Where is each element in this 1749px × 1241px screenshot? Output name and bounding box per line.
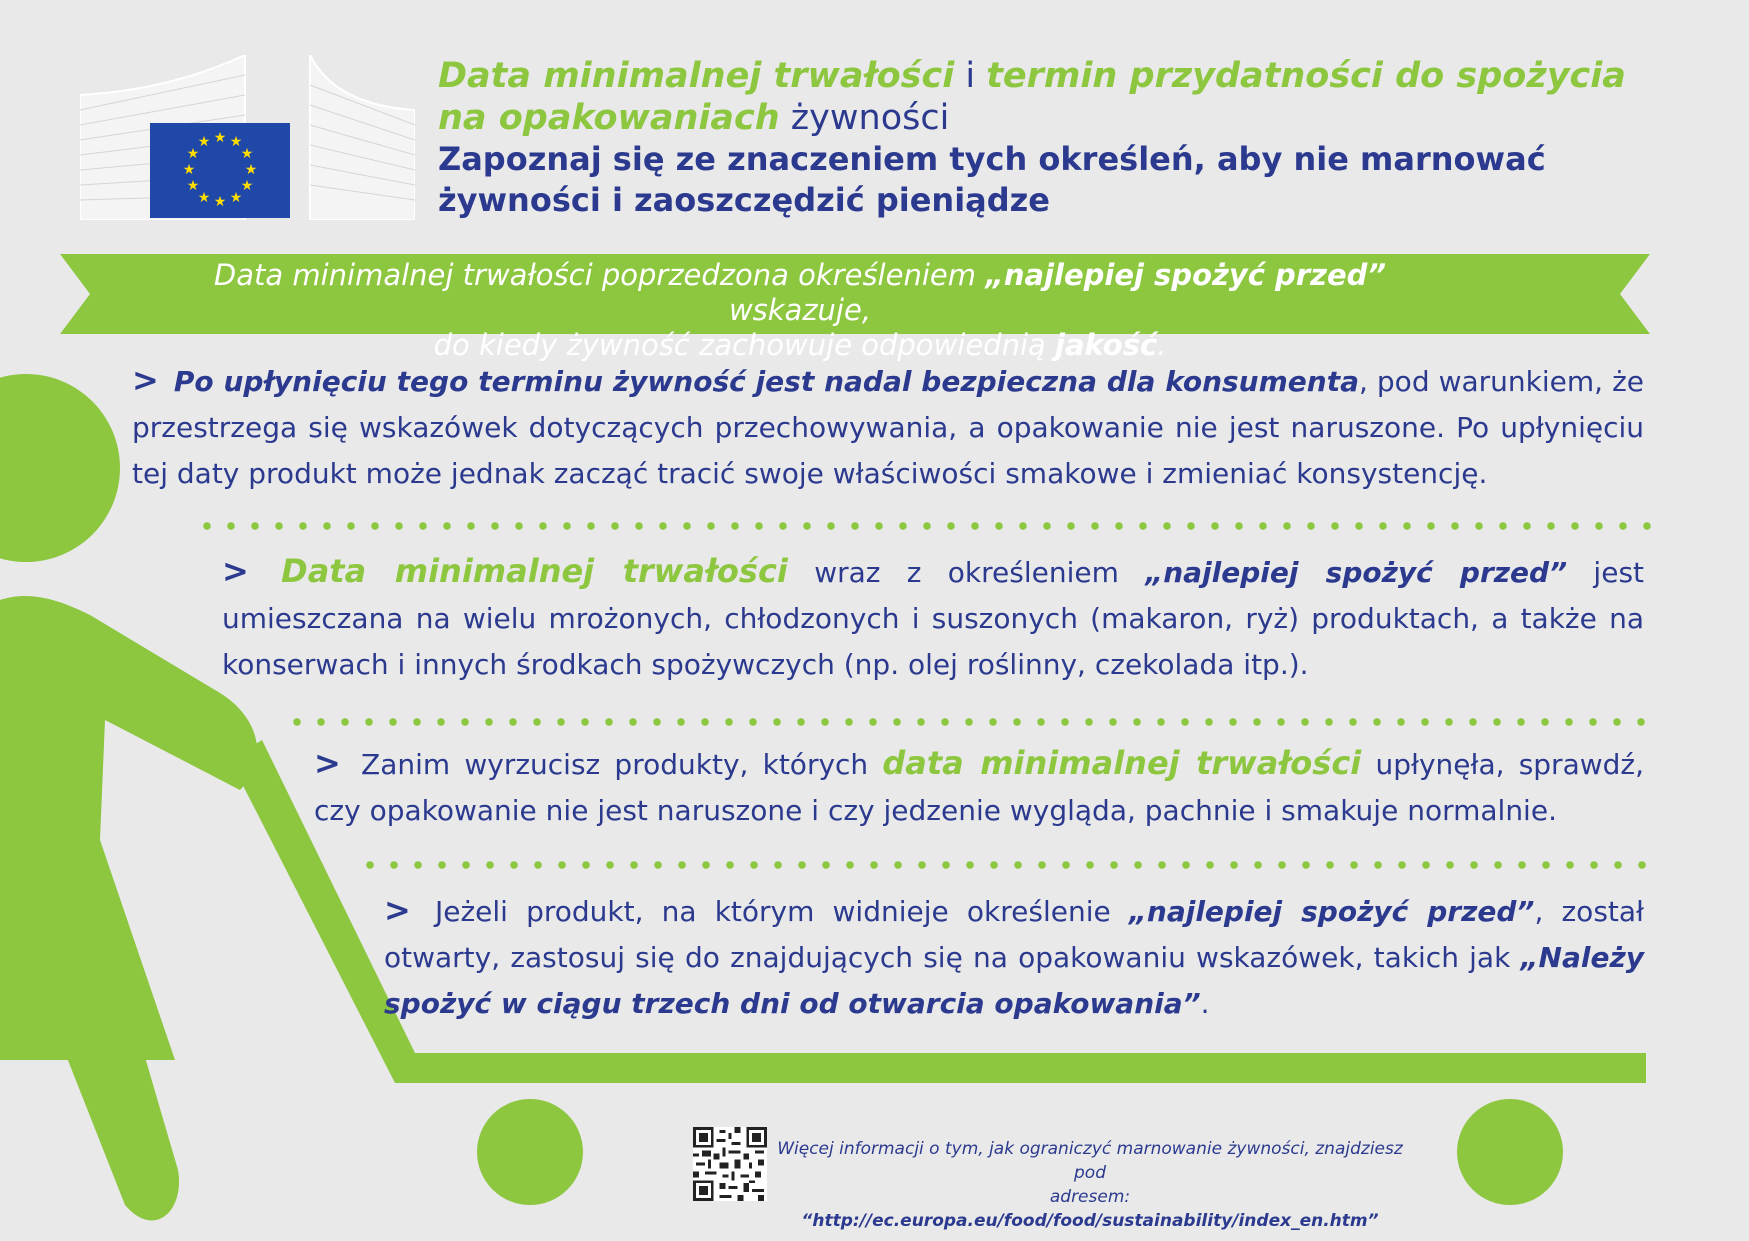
- paragraph-3-green: data minimalnej trwałości: [882, 744, 1362, 782]
- arrow-icon: >: [222, 552, 249, 590]
- paragraph-4-text-2: , został otwarty, zastosuj się do znajdujących się na opakowaniu wskazówek, takich jak: [384, 895, 1644, 974]
- footer-url-link[interactable]: “http://ec.europa.eu/food/food/sustainability/index_en.htm”: [801, 1211, 1379, 1231]
- dotted-divider: [285, 718, 1655, 726]
- title-part-3: żywności: [779, 98, 950, 138]
- title-connector: i: [954, 56, 987, 96]
- footer-line-2: [770, 1185, 1410, 1233]
- svg-text:★: ★: [197, 190, 211, 206]
- page-subtitle: Zapoznaj się ze znaczeniem tych określeń, aby nie marnować żywności i zaoszczędzić pieniądze: [438, 140, 1546, 219]
- title-part-1: Data minimalnej trwałości: [438, 56, 955, 96]
- svg-text:★: ★: [186, 146, 200, 162]
- paragraph-2-green: Data minimalnej trwałości: [281, 552, 788, 590]
- svg-text:★: ★: [229, 134, 243, 150]
- footer-url-prefix: adresem:: [1049, 1187, 1131, 1207]
- paragraph-4-bold-1: „najlepiej spożyć przed”: [1128, 895, 1535, 928]
- svg-text:★: ★: [186, 178, 200, 194]
- qr-code-icon[interactable]: [693, 1127, 767, 1201]
- footer-line-1: Więcej informacji o tym, jak ograniczyć marnowanie żywności, znajdziesz pod: [777, 1139, 1403, 1183]
- banner-text-bold: „najlepiej spożyć przed”: [985, 258, 1387, 292]
- page-title: [438, 55, 1668, 139]
- arrow-icon: >: [314, 744, 341, 782]
- svg-text:★: ★: [229, 190, 243, 206]
- paragraph-1: [132, 357, 1644, 497]
- svg-text:★: ★: [240, 178, 254, 194]
- banner-text-3: do kiedy żywność zachowuje odpowiednią: [433, 328, 1056, 362]
- paragraph-2-text-1: wraz z określeniem: [787, 556, 1146, 589]
- header: [438, 55, 1668, 221]
- svg-text:★: ★: [213, 130, 227, 146]
- european-commission-logo-icon: [80, 55, 415, 220]
- arrow-icon: >: [132, 361, 159, 399]
- paragraph-4-text-1: Jeżeli produkt, na którym widnieje określenie: [434, 895, 1129, 928]
- dotted-divider: [195, 522, 1655, 530]
- svg-text:★: ★: [240, 146, 254, 162]
- banner-text: [150, 258, 1450, 363]
- svg-text:★: ★: [244, 162, 258, 178]
- svg-text:★: ★: [197, 134, 211, 150]
- paragraph-4: [384, 887, 1644, 1027]
- dotted-divider: [358, 861, 1655, 869]
- paragraph-1-text: , pod warunkiem, że przestrzega się wskazówek dotyczących przechowywania, a opakowanie nie jest naruszone. Po upłynięciu tej daty produkt może jednak zacząć tracić swoje właściwości smakowe i zmieniać konsystencję.: [132, 365, 1644, 490]
- paragraph-2-text-2: jest umieszczana na wielu mrożonych, chłodzonych i suszonych (makaron, ryż) produktach, a także na konserwach i innych środkach spożywczych (np. olej roślinny, czekolada itp.).: [222, 556, 1645, 681]
- paragraph-3-text-2: upłynęła, sprawdź, czy opakowanie nie jest naruszone i czy jedzenie wygląda, pachnie i smakuje normalnie.: [314, 748, 1644, 827]
- banner-text-4: .: [1157, 328, 1167, 362]
- svg-text:★: ★: [213, 194, 227, 210]
- paragraph-1-bold: Po upłynięciu tego terminu żywność jest nadal bezpieczna dla konsumenta: [173, 365, 1359, 398]
- svg-text:★: ★: [182, 162, 196, 178]
- paragraph-2: [222, 548, 1644, 688]
- footer-info: [770, 1137, 1410, 1233]
- paragraph-3: [314, 740, 1644, 834]
- arrow-icon: >: [384, 891, 411, 929]
- paragraph-3-text-1: Zanim wyrzucisz produkty, których: [361, 748, 883, 781]
- banner-text-1: Data minimalnej trwałości poprzedzona określeniem: [213, 258, 986, 292]
- banner-text-bold-2: jakość: [1055, 328, 1158, 362]
- paragraph-2-bold: „najlepiej spożyć przed”: [1145, 556, 1568, 589]
- paragraph-4-bold-2: „Należy spożyć w ciągu trzech dni od otwarcia opakowania”: [384, 941, 1644, 1020]
- banner-text-2: wskazuje,: [728, 293, 872, 327]
- paragraph-4-text-3: .: [1200, 987, 1210, 1020]
- title-part-2: termin przydatności do spożycia na opakowaniach: [438, 56, 1626, 138]
